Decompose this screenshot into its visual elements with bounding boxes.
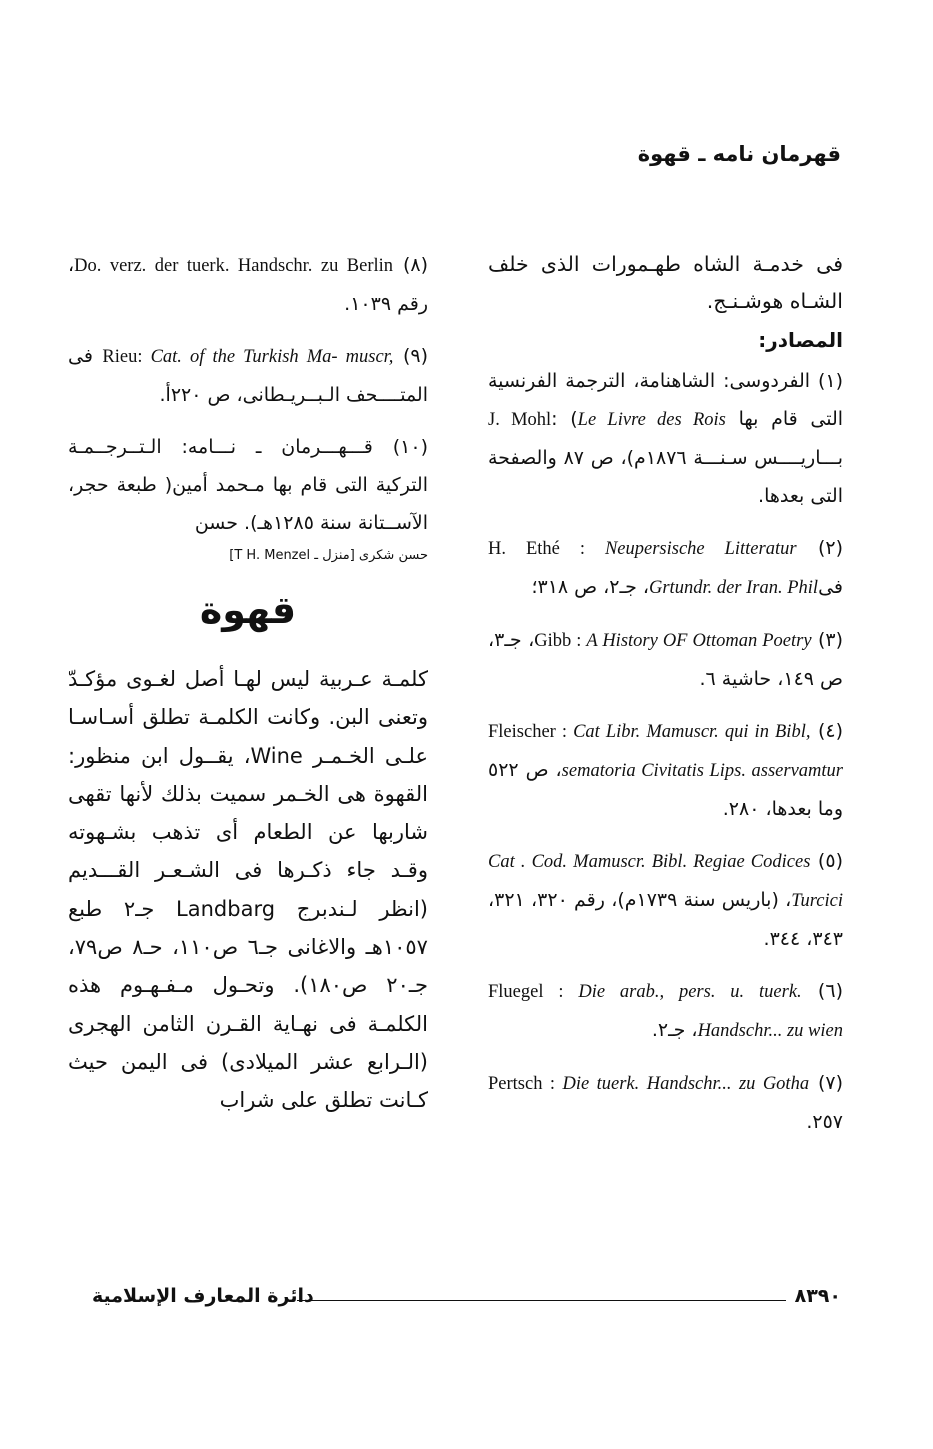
reference-number: (٤) <box>817 720 844 742</box>
reference-title: Die arab., pers. u. tuerk. Handschr... zu wien <box>578 982 843 1041</box>
reference-title: Cat. of the Turkish Ma- muscr, <box>150 347 394 367</box>
reference-number: (٢) <box>817 537 843 559</box>
intro-paragraph: فى خدمـة الشاه طهـمورات الذى خلف الشـاه هوشـنـج. <box>488 252 843 313</box>
sources-heading: المصادر: <box>758 328 843 352</box>
reference-latin-title: Le Livre des Rois <box>577 410 726 430</box>
reference-text: فى <box>818 576 843 598</box>
reference-text: بـــاريــــس سـنـــة ١٨٧٦م)، ص ٨٧ والصفحة التى بعدها. <box>488 447 844 507</box>
reference-text: الفردوسى: الشاهنامة، الترجمة الفرنسية التى قام بها <box>488 370 844 430</box>
reference-title: Do. verz. der tuerk. Handschr. zu Berlin <box>74 256 394 276</box>
reference-number: (٦) <box>817 980 843 1002</box>
reference-9 <box>68 337 428 414</box>
reference-latin: J. Mohl <box>488 410 552 430</box>
reference-author: Fleischer : <box>488 722 574 742</box>
reference-title: Die tuerk. Handschr... zu Gotha <box>562 1074 810 1094</box>
author-note: حسن شكرى [منزل ـ T H. Menzel] <box>229 548 428 563</box>
reference-author: Rieu: <box>102 347 151 367</box>
reference-text: ٢٥٧. <box>806 1111 843 1133</box>
reference-number: (١٠) <box>392 436 429 458</box>
page-number: ٨٣٩٠ <box>794 1285 841 1307</box>
reference-text: ، ص ٥٢٢ وما بعدها، ٢٨٠. <box>488 759 843 820</box>
reference-number: (٧) <box>817 1072 843 1094</box>
reference-author: Gibb : <box>534 631 587 651</box>
reference-title: Cat Libr. Mamuscr. qui in Bibl, sematoria Civitatis Lips. asservamtur <box>561 722 843 781</box>
reference-1 <box>488 362 843 515</box>
reference-text: ، رقم ١٠٣٩. <box>68 254 428 315</box>
reference-title: A History OF Ottoman Poetry <box>586 631 812 651</box>
reference-10 <box>68 428 428 542</box>
reference-text: ، جـ٢. <box>651 1019 698 1041</box>
reference-separator: : ( <box>551 408 578 430</box>
article-title: قهوة <box>199 588 297 632</box>
reference-5 <box>488 842 843 958</box>
page-footer <box>92 1285 841 1315</box>
reference-title: Cat . Cod. Mamuscr. Bibl. Regiae Codices Turcici <box>488 852 843 911</box>
reference-author: H. Ethé : <box>488 539 605 559</box>
publication-name: دائرة المعارف الإسلامية <box>92 1285 314 1307</box>
right-column <box>488 246 843 1155</box>
reference-number: (١) <box>817 370 843 392</box>
reference-6 <box>488 972 843 1050</box>
reference-text: ، (باريس سنة ١٧٣٩م)، رقم ٣٢٠، ٣٢١، ٣٤٣، ٣٤٤. <box>488 889 843 950</box>
reference-author: Pertsch : <box>488 1074 563 1094</box>
left-column <box>68 246 428 1120</box>
reference-author: Fluegel : <box>488 982 579 1002</box>
reference-text: قـــهـــرمان ـ نـــامه: الـتــرجــمـة التركية التى قام بها مـحمد أمين( طبعة حجر، الآســتانة سنة ١٢٨٥هـ). حسن <box>68 436 428 534</box>
reference-text: ، جـ٣، ص ١٤٩، حاشية ٦. <box>488 629 843 690</box>
reference-4 <box>488 712 843 828</box>
reference-text: فى المتــــحف الـبــريـطانى، ص ٢٢٠أ. <box>68 345 428 406</box>
reference-latin-title: Grtundr. der Iran. Phil <box>649 578 819 598</box>
footer-rule <box>297 1300 786 1301</box>
reference-number: (٨) <box>402 254 428 276</box>
reference-text: ، جـ٢، ص ٣١٨؛ <box>531 576 649 598</box>
reference-8 <box>68 246 428 323</box>
reference-3 <box>488 621 843 698</box>
reference-number: (٣) <box>817 629 844 651</box>
reference-7 <box>488 1064 843 1141</box>
reference-title: Neupersische Litteratur <box>604 539 797 559</box>
article-body: كلمـة عـربية ليس لهـا أصل لغـوى مؤكـدّ وتعنى البن. وكانت الكلمـة تطلق أسـاسـا علـى الخـمـر Wine، يقــول ابن منظور: القهوة هى الخـمر سميت بذلك لأنها تقهى شاربها عن الطعام أى تذهب بشـهوته وقـد جاء ذكـرها فى الشـعـر القـــديم (انظر لـندبرج Landbarg جـ٢ طبع ١٠٥٧هـ والاغانى جـ٦ ص١١٠، حـ٨ ص٧٩، جـ٢٠ ص١٨٠). وتحـول مـفـهـوم هذه الكلمـة فى نهـاية القـرن الثامن الهجرى (الـرابع عشر الميلادى) فى اليمن حيث كـانت تطلق على شراب <box>68 667 429 1113</box>
reference-number: (٩) <box>402 345 428 367</box>
reference-number: (٥) <box>817 850 843 872</box>
reference-2 <box>488 529 843 607</box>
running-title: قهرمان نامه ـ قهوة <box>637 142 841 166</box>
